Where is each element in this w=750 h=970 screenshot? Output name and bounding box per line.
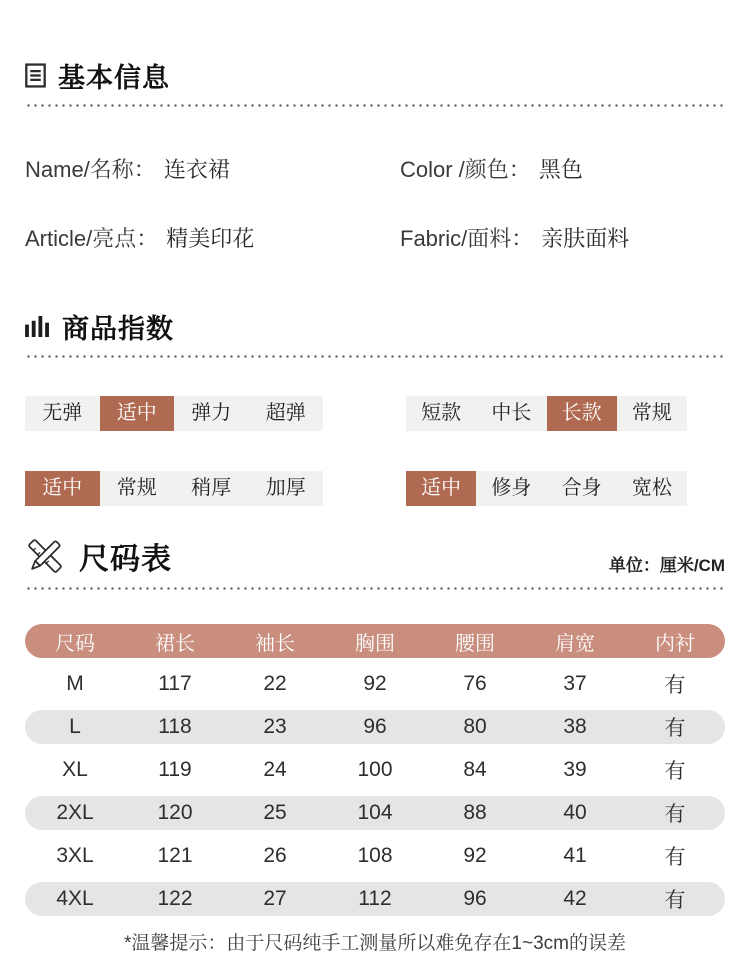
column-header: 袖长: [255, 632, 295, 655]
column-header: 腰围: [455, 632, 495, 655]
column-header: 内衬: [655, 632, 695, 655]
table-cell: 24: [263, 758, 287, 781]
table-cell: 121: [157, 844, 193, 867]
product-index-header: [25, 307, 725, 346]
option-group-fit: [406, 471, 687, 506]
table-cell: 40: [563, 801, 587, 824]
table-cell: 122: [157, 887, 193, 910]
table-cell: 88: [463, 801, 487, 824]
table-row: [25, 882, 725, 916]
table-cell: 92: [363, 672, 387, 695]
field-color-value: 黑色: [538, 157, 583, 182]
document-icon: [25, 63, 46, 88]
table-cell: 23: [263, 715, 287, 738]
table-cell: 39: [563, 758, 587, 781]
field-color-label: Color /颜色：: [400, 157, 531, 182]
option-chip[interactable]: 长款: [547, 396, 617, 431]
table-cell: 84: [463, 758, 487, 781]
table-row: [25, 839, 725, 873]
table-cell: 22: [263, 672, 287, 695]
table-cell: L: [69, 715, 81, 738]
table-cell: 96: [363, 715, 387, 738]
option-chip[interactable]: 弹力: [191, 402, 232, 424]
table-row: [25, 753, 725, 787]
table-cell: M: [66, 672, 84, 695]
column-header: 胸围: [355, 632, 395, 655]
table-cell: 4XL: [56, 887, 94, 910]
table-cell: 76: [463, 672, 487, 695]
option-chip[interactable]: 常规: [631, 402, 672, 424]
column-header: 肩宽: [555, 632, 595, 655]
table-cell: 117: [158, 672, 192, 695]
table-cell: 有: [664, 803, 686, 826]
divider: [25, 104, 725, 107]
table-cell: 有: [664, 674, 686, 697]
pencil-ruler-icon: [25, 536, 65, 576]
option-chip[interactable]: 常规: [116, 477, 157, 499]
table-cell: 41: [563, 844, 587, 867]
field-name-label: Name/名称：: [25, 157, 156, 182]
table-cell: 80: [463, 715, 487, 738]
option-chip[interactable]: 无弹: [42, 402, 83, 424]
product-index-title: 商品指数: [62, 314, 174, 344]
option-row-2: [25, 471, 725, 506]
option-chip[interactable]: 适中: [25, 471, 100, 506]
table-cell: 27: [263, 887, 287, 910]
column-header: 裙长: [155, 632, 195, 655]
size-chart-title: 尺码表: [79, 543, 172, 576]
field-name-value: 连衣裙: [163, 157, 230, 182]
size-table: [25, 624, 725, 916]
field-fabric-value: 亲肤面料: [541, 226, 630, 251]
option-chip[interactable]: 加厚: [265, 477, 306, 499]
table-cell: 有: [664, 760, 686, 783]
size-table-header-row: [25, 624, 725, 658]
table-cell: 有: [664, 889, 686, 912]
divider: [25, 587, 725, 590]
option-chip[interactable]: 宽松: [631, 477, 672, 499]
field-article: [25, 222, 400, 253]
table-cell: 100: [357, 758, 393, 781]
field-fabric-label: Fabric/面料：: [400, 226, 534, 251]
table-cell: 118: [158, 715, 192, 738]
basic-info-header: [25, 56, 725, 95]
table-cell: 25: [263, 801, 287, 824]
field-article-label: Article/亮点：: [25, 226, 159, 251]
option-group-elasticity: [25, 396, 323, 431]
size-note: *温馨提示：由于尺码纯手工测量所以难免存在1~3cm的误差: [124, 933, 626, 954]
table-cell: 38: [563, 715, 587, 738]
table-row: [25, 796, 725, 830]
table-row: [25, 710, 725, 744]
table-cell: 120: [157, 801, 193, 824]
size-chart-header: [25, 534, 725, 578]
table-cell: 92: [463, 844, 487, 867]
table-cell: 112: [358, 887, 392, 910]
column-header: 尺码: [55, 632, 95, 655]
option-chip[interactable]: 合身: [561, 477, 602, 499]
unit-label: 单位：厘米/CM: [608, 556, 725, 575]
field-fabric: [400, 222, 725, 253]
table-cell: 3XL: [56, 844, 94, 867]
basic-info-title: 基本信息: [58, 63, 170, 93]
size-table-body: [25, 667, 725, 916]
table-cell: 26: [263, 844, 287, 867]
table-cell: 108: [357, 844, 393, 867]
option-chip[interactable]: 适中: [406, 471, 476, 506]
option-row-1: [25, 396, 725, 431]
table-cell: 42: [563, 887, 587, 910]
field-name: [25, 153, 400, 184]
field-article-value: 精美印花: [166, 226, 255, 251]
option-chip[interactable]: 修身: [491, 477, 532, 499]
option-chip[interactable]: 适中: [100, 396, 175, 431]
table-cell: 37: [563, 672, 587, 695]
table-row: [25, 667, 725, 701]
option-chip[interactable]: 中长: [491, 402, 532, 424]
table-cell: 96: [463, 887, 487, 910]
option-group-length: [406, 396, 687, 431]
bar-chart-icon: [25, 316, 50, 337]
table-cell: 有: [664, 717, 686, 740]
option-chip[interactable]: 稍厚: [191, 477, 232, 499]
basic-info-grid: [25, 153, 725, 253]
table-cell: 2XL: [56, 801, 94, 824]
option-group-thickness: [25, 471, 323, 506]
table-cell: 119: [158, 758, 192, 781]
field-color: [400, 153, 725, 184]
table-cell: 有: [664, 846, 686, 869]
table-cell: 104: [357, 801, 393, 824]
option-chip[interactable]: 超弹: [265, 402, 306, 424]
option-chip[interactable]: 短款: [421, 402, 462, 424]
table-cell: XL: [62, 758, 88, 781]
divider: [25, 355, 725, 358]
